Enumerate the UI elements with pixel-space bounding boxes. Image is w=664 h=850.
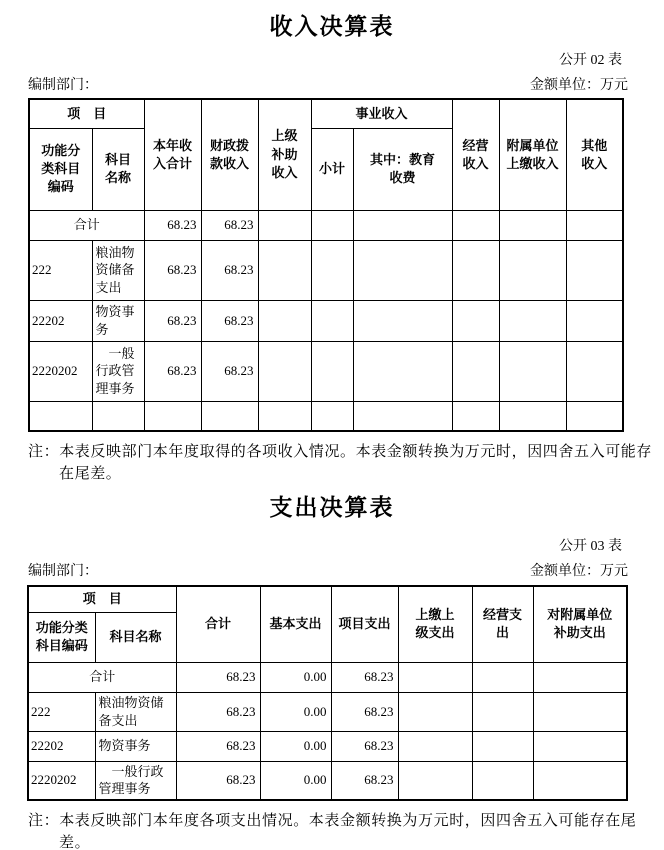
value-cell [566, 210, 623, 240]
value-cell [499, 401, 566, 431]
value-cell [533, 662, 627, 692]
value-cell [398, 731, 472, 761]
value-cell: 68.23 [201, 210, 258, 240]
income-header-subject-name: 科目名称 [92, 128, 144, 210]
value-cell [311, 341, 353, 401]
subject-name-cell: 一般行政管理事务 [95, 761, 176, 800]
value-cell [533, 761, 627, 800]
func-code-cell: 22202 [29, 300, 92, 341]
value-cell: 68.23 [176, 692, 260, 731]
income-header-superior-subsidy: 上级补助收入 [258, 99, 311, 210]
value-cell [452, 300, 499, 341]
value-cell [452, 210, 499, 240]
expense-total-row [28, 662, 627, 692]
income-header-affiliate: 附属单位上缴收入 [499, 99, 566, 210]
income-sheet-number: 公开 02 表 [559, 53, 622, 68]
value-cell: 68.23 [201, 240, 258, 300]
expense-header-superior: 上缴上级支出 [398, 586, 472, 662]
expense-data-row [28, 731, 627, 761]
expense-header-total: 合计 [176, 586, 260, 662]
value-cell: 68.23 [144, 240, 201, 300]
func-code-cell: 222 [28, 692, 95, 731]
value-cell [472, 731, 533, 761]
value-cell [566, 240, 623, 300]
value-cell [398, 692, 472, 731]
subject-name-cell [92, 401, 144, 431]
expense-header-affiliate: 对附属单位补助支出 [533, 586, 627, 662]
value-cell [499, 341, 566, 401]
expense-table [27, 585, 628, 801]
value-cell: 0.00 [260, 731, 331, 761]
income-header-year-total: 本年收入合计 [144, 99, 201, 210]
income-table [28, 98, 624, 432]
total-label-cell: 合计 [28, 662, 176, 692]
value-cell: 68.23 [331, 761, 398, 800]
expense-title: 支出决算表 [269, 494, 395, 520]
value-cell [353, 210, 452, 240]
value-cell [353, 401, 452, 431]
expense-header-basic: 基本支出 [260, 586, 331, 662]
subject-name-cell: 一般行政管理事务 [92, 341, 144, 401]
value-cell [144, 401, 201, 431]
expense-sheet-number: 公开 03 表 [559, 539, 622, 554]
value-cell [258, 300, 311, 341]
func-code-cell [29, 401, 92, 431]
value-cell [258, 210, 311, 240]
value-cell [499, 240, 566, 300]
expense-header-func-code: 功能分类科目编码 [28, 612, 95, 662]
expense-data-row [28, 692, 627, 731]
value-cell [353, 341, 452, 401]
value-cell [566, 300, 623, 341]
subject-name-cell: 物资事务 [95, 731, 176, 761]
value-cell [533, 731, 627, 761]
expense-header-row-1 [28, 586, 627, 612]
expense-data-row [28, 761, 627, 800]
value-cell: 68.23 [176, 662, 260, 692]
value-cell [398, 761, 472, 800]
income-header-fiscal: 财政拨款收入 [201, 99, 258, 210]
func-code-cell: 2220202 [29, 341, 92, 401]
value-cell: 68.23 [176, 731, 260, 761]
income-empty-row [29, 401, 623, 431]
subject-name-cell: 物资事务 [92, 300, 144, 341]
income-header-subtotal: 小计 [311, 128, 353, 210]
value-cell [398, 662, 472, 692]
expense-header-operating: 经营支出 [472, 586, 533, 662]
expense-header-subject-name: 科目名称 [95, 612, 176, 662]
value-cell: 0.00 [260, 761, 331, 800]
income-data-row [29, 240, 623, 300]
value-cell [452, 240, 499, 300]
value-cell [499, 210, 566, 240]
income-header-education-fee: 其中：教育收费 [353, 128, 452, 210]
func-code-cell: 222 [29, 240, 92, 300]
func-code-cell: 2220202 [28, 761, 95, 800]
income-meta-row [28, 76, 628, 95]
value-cell [452, 401, 499, 431]
value-cell [353, 240, 452, 300]
func-code-cell: 22202 [28, 731, 95, 761]
value-cell [258, 240, 311, 300]
value-cell [258, 401, 311, 431]
value-cell [353, 300, 452, 341]
value-cell [533, 692, 627, 731]
income-header-operating: 经营收入 [452, 99, 499, 210]
expense-header-item: 项 目 [28, 586, 176, 612]
value-cell [311, 300, 353, 341]
value-cell: 68.23 [331, 692, 398, 731]
value-cell [201, 401, 258, 431]
income-header-other: 其他收入 [566, 99, 623, 210]
value-cell [566, 341, 623, 401]
income-header-func-code: 功能分类科目编码 [29, 128, 92, 210]
expense-note: 注：本表反映部门本年度各项支出情况。本表金额转换为万元时，因四舍五入可能存在尾差。 [28, 813, 637, 850]
subject-name-cell: 粮油物资储备支出 [95, 692, 176, 731]
value-cell: 68.23 [331, 731, 398, 761]
income-header-row-1 [29, 99, 623, 128]
value-cell: 68.23 [331, 662, 398, 692]
value-cell [566, 401, 623, 431]
value-cell: 68.23 [176, 761, 260, 800]
value-cell: 0.00 [260, 662, 331, 692]
value-cell [472, 692, 533, 731]
income-unit-label: 金额单位：万元 [530, 78, 628, 93]
total-label-cell: 合计 [29, 210, 144, 240]
value-cell: 68.23 [201, 300, 258, 341]
value-cell [472, 761, 533, 800]
value-cell [311, 210, 353, 240]
value-cell [452, 341, 499, 401]
value-cell [311, 401, 353, 431]
value-cell: 68.23 [144, 300, 201, 341]
subject-name-cell: 粮油物资储备支出 [92, 240, 144, 300]
value-cell [472, 662, 533, 692]
expense-meta-row [28, 562, 628, 581]
value-cell: 68.23 [201, 341, 258, 401]
value-cell [258, 341, 311, 401]
expense-dept-label: 编制部门： [28, 564, 98, 579]
income-dept-label: 编制部门： [28, 78, 98, 93]
income-title: 收入决算表 [269, 13, 395, 39]
expense-header-project: 项目支出 [331, 586, 398, 662]
value-cell: 0.00 [260, 692, 331, 731]
expense-unit-label: 金额单位：万元 [530, 564, 628, 579]
income-data-row [29, 300, 623, 341]
value-cell [311, 240, 353, 300]
income-total-row [29, 210, 623, 240]
income-header-business-income: 事业收入 [311, 99, 452, 128]
income-data-row [29, 341, 623, 401]
income-note: 注：本表反映部门本年度取得的各项收入情况。本表金额转换为万元时，因四舍五入可能存在尾差。 [28, 444, 653, 482]
income-header-item: 项 目 [29, 99, 144, 128]
value-cell: 68.23 [144, 341, 201, 401]
value-cell: 68.23 [144, 210, 201, 240]
value-cell [499, 300, 566, 341]
